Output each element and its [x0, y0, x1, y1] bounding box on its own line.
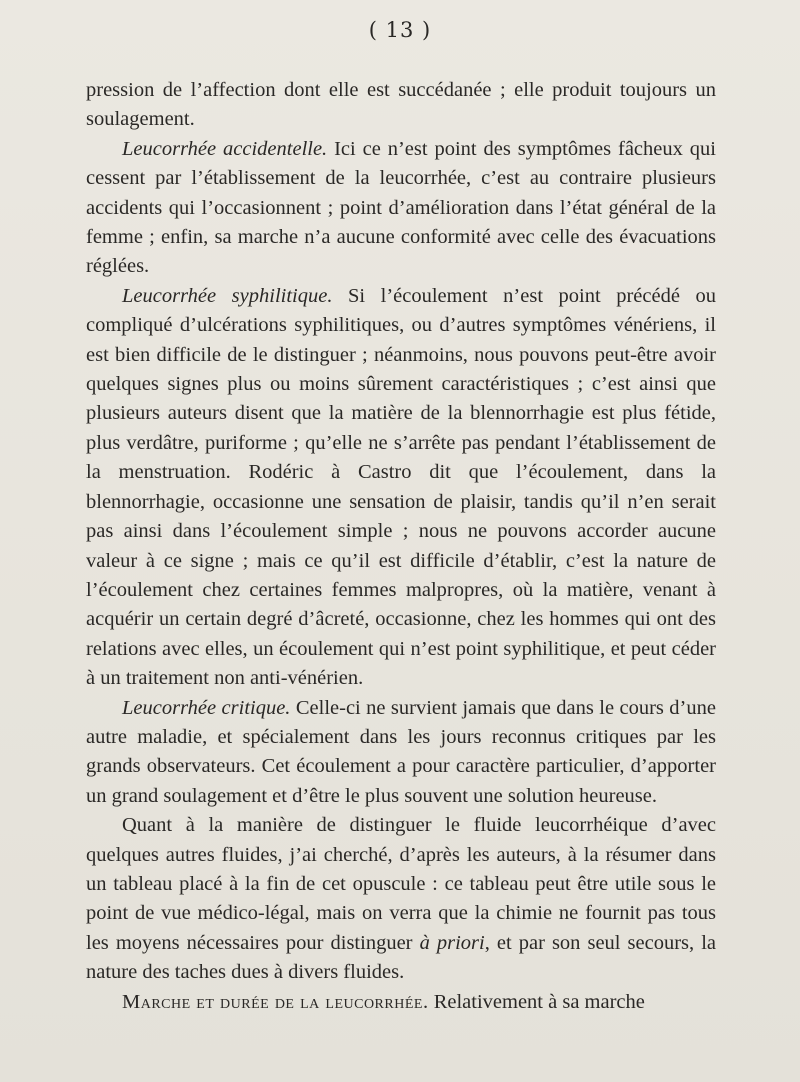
paragraph-marche-duree: [86, 988, 716, 1017]
paragraph-leucorrhee-syphilitique: [86, 282, 716, 694]
heading-leucorrhee-syphilitique: Leucorrhée syphilitique.: [122, 284, 333, 307]
emphasis-a-priori: à priori: [419, 931, 485, 954]
paragraph-distinguer-fluide: [86, 811, 716, 987]
text-run: Si l’écoulement n’est point précédé ou compliqué d’ulcérations syphilitiques, ou d’autres symptômes vénériens, il est bien difficile de le distinguer ; néanmoins, nous pouvons peut-être avoir quelques signes plus ou moins sûrement caractéristiques ; c’est ainsi que plusieurs auteurs disent que la matière de la blennorrhagie est plus fétide, plus verdâtre, puriforme ; qu’elle ne s’arrête pas pendant l’établissement de la menstruation. Rodéric à Castro dit que l’écoulement, dans la blennorrhagie, occasionne une sensation de plaisir, tandis qu’il n’en serait pas ainsi dans l’écoulement simple ; nous ne pouvons accorder aucune valeur à ce signe ; mais ce qu’il est difficile d’établir, c’est la nature de l’écoulement chez certaines femmes malpropres, où la matière, venant à acquérir un certain degré d’âcreté, occasionne, chez les hommes qui ont des relations avec elles, un écoulement qui n’est point syphilitique, et peut céder à un traitement non anti-vénérien.: [86, 284, 716, 690]
heading-leucorrhee-critique: Leucorrhée critique.: [122, 696, 291, 719]
text-run: Relativement à sa marche: [428, 990, 645, 1013]
text-run: Ici ce n’est point des symptômes fâcheux qui cessent par l’établissement de la leucorrhée, c’est au contraire plusieurs accidents qui l’occasionnent ; point d’amélioration dans l’état général de la femme ; enfin, sa marche n’a aucune conformité avec celle des évacuations réglées.: [86, 137, 716, 278]
heading-marche-duree: Marche et durée de la leucorrhée.: [122, 990, 429, 1013]
text-run: pression de l’affection dont elle est succédanée ; elle produit toujours un soulagement.: [86, 79, 716, 131]
body-text: [86, 76, 716, 1017]
heading-leucorrhee-accidentelle: Leucorrhée accidentelle.: [122, 137, 328, 160]
page-number: ( 13 ): [368, 18, 432, 42]
text-run: , et par son seul secours, la nature des taches dues à divers fluides.: [86, 931, 717, 984]
paragraph-leucorrhee-critique: [86, 694, 716, 812]
paragraph-continuation: [86, 76, 716, 135]
text-run: Quant à la manière de distinguer le fluide leucorrhéique d’avec quelques autres fluides, j’ai cherché, d’après les auteurs, à la résumer dans un tableau placé à la fin de cet opuscule : ce tableau peut être utile sous le point de vue médico-légal, mais on verra que la chimie ne fournit pas tous les moyens nécessaires pour distinguer: [86, 814, 716, 954]
paragraph-leucorrhee-accidentelle: [86, 135, 716, 282]
text-run: Celle-ci ne survient jamais que dans le cours d’une autre maladie, et spécialement dans les jours reconnus critiques par les grands observateurs. Cet écoulement a pour caractère particulier, d’apporter un grand soulagement et d’être le plus souvent une solution heureuse.: [86, 696, 716, 807]
